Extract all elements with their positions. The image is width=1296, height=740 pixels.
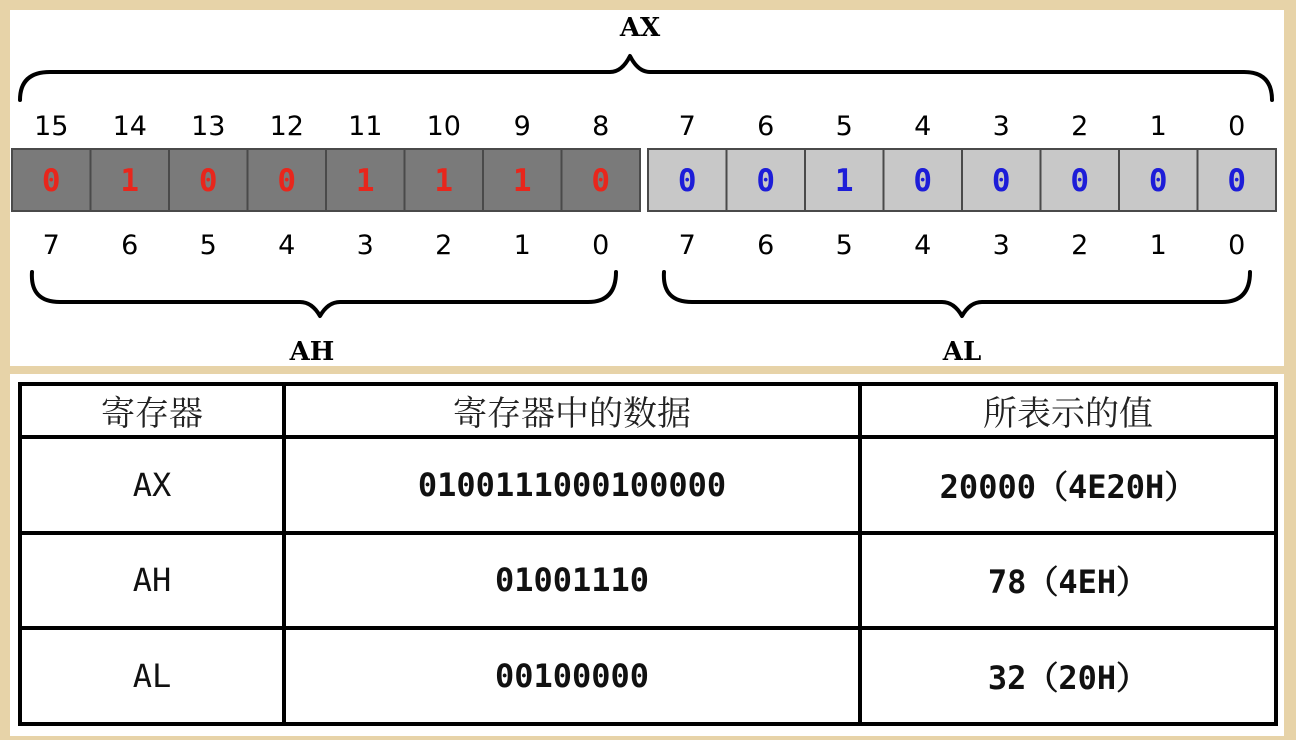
ah-bit-value: 1 (355, 163, 375, 199)
al-bit-value: 0 (677, 163, 697, 199)
row-register: AX (20, 437, 284, 533)
bottom-bit-number: 4 (914, 230, 932, 261)
ah-bit-value: 1 (512, 163, 532, 199)
al-brace (664, 272, 1250, 316)
bottom-bit-numbers (43, 230, 1246, 261)
top-bit-number: 14 (112, 111, 147, 142)
row-register: AL (20, 628, 284, 724)
top-bit-number: 3 (992, 111, 1010, 142)
bottom-bit-number: 3 (356, 230, 374, 261)
bit-cells (12, 149, 1276, 211)
header-data: 寄存器中的数据 (284, 384, 860, 437)
top-bit-number: 6 (757, 111, 775, 142)
table-header-row (20, 384, 1276, 437)
top-bit-number: 13 (191, 111, 226, 142)
al-bit-value: 0 (991, 163, 1011, 199)
table-row (20, 437, 1276, 533)
ax-brace (20, 56, 1272, 100)
bottom-bit-number: 1 (513, 230, 531, 261)
bottom-bit-number: 6 (121, 230, 139, 261)
ah-bit-value: 0 (277, 163, 297, 199)
bottom-bit-number: 7 (678, 230, 696, 261)
register-diagram (10, 10, 1284, 366)
top-bit-number: 4 (914, 111, 932, 142)
header-register: 寄存器 (20, 384, 284, 437)
row-value: 20000（4E20H） (860, 437, 1276, 533)
bottom-bit-number: 5 (835, 230, 853, 261)
top-bit-number: 1 (1149, 111, 1167, 142)
top-bit-numbers (34, 111, 1245, 142)
table-row (20, 628, 1276, 724)
row-data: 0100111000100000 (284, 437, 860, 533)
al-bit-value: 0 (756, 163, 776, 199)
top-bit-number: 15 (34, 111, 69, 142)
bottom-bit-number: 7 (42, 230, 60, 261)
top-bit-number: 10 (426, 111, 461, 142)
ah-bit-value: 1 (434, 163, 454, 199)
top-bit-number: 12 (269, 111, 304, 142)
top-bit-number: 0 (1228, 111, 1246, 142)
bottom-bit-number: 2 (435, 230, 453, 261)
register-table-panel (10, 374, 1284, 736)
top-bit-number: 9 (513, 111, 531, 142)
al-bit-value: 0 (1227, 163, 1247, 199)
top-bit-number: 7 (678, 111, 696, 142)
ah-bit-value: 0 (198, 163, 218, 199)
row-data: 00100000 (284, 628, 860, 724)
top-bit-number: 2 (1071, 111, 1089, 142)
bottom-bit-number: 4 (278, 230, 296, 261)
al-bit-value: 0 (1070, 163, 1090, 199)
top-bit-number: 8 (592, 111, 610, 142)
row-value: 32（20H） (860, 628, 1276, 724)
bottom-bit-number: 3 (992, 230, 1010, 261)
table-row (20, 533, 1276, 629)
register-table (18, 382, 1278, 726)
al-bit-value: 1 (834, 163, 854, 199)
row-value: 78（4EH） (860, 533, 1276, 629)
row-data: 01001110 (284, 533, 860, 629)
top-bit-number: 5 (835, 111, 853, 142)
register-diagram-svg (10, 10, 1284, 366)
header-value: 所表示的值 (860, 384, 1276, 437)
ah-brace (32, 272, 616, 316)
bottom-bit-number: 0 (592, 230, 610, 261)
bottom-bit-number: 1 (1149, 230, 1167, 261)
top-bit-number: 11 (348, 111, 383, 142)
ah-bit-value: 1 (120, 163, 140, 199)
bottom-bit-number: 0 (1228, 230, 1246, 261)
bottom-bit-number: 6 (757, 230, 775, 261)
al-bit-value: 0 (1148, 163, 1168, 199)
ax-label: AX (619, 13, 661, 43)
ah-bit-value: 0 (591, 163, 611, 199)
row-register: AH (20, 533, 284, 629)
al-label: AL (942, 337, 982, 366)
ah-label: AH (289, 337, 335, 366)
al-bit-value: 0 (913, 163, 933, 199)
bottom-bit-number: 2 (1071, 230, 1089, 261)
ah-bit-value: 0 (41, 163, 61, 199)
bottom-bit-number: 5 (199, 230, 217, 261)
